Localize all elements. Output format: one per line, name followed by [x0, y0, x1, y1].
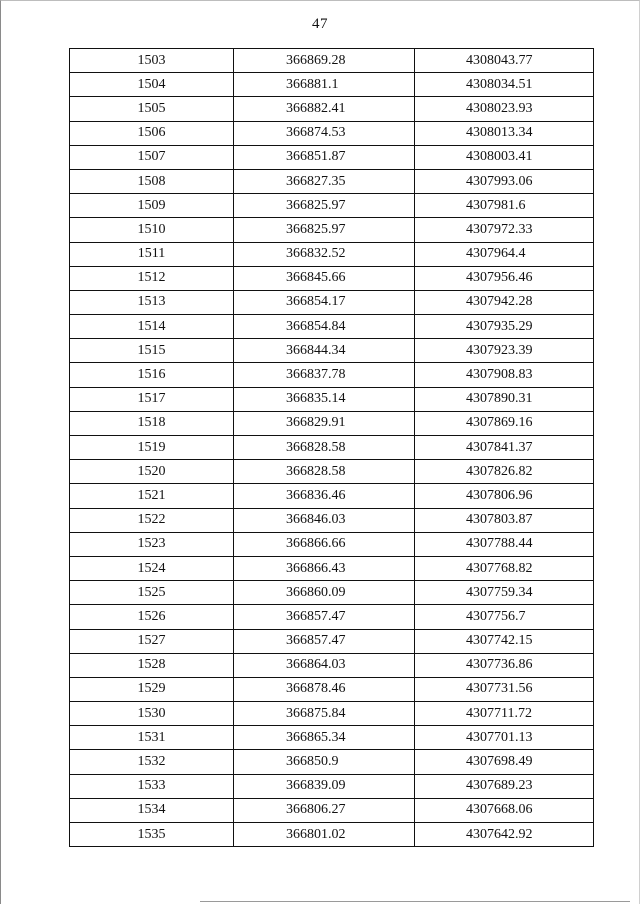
x-coordinate-cell: 366839.09 [234, 774, 415, 798]
point-number-cell: 1517 [70, 387, 234, 411]
y-coordinate-cell: 4307689.23 [415, 774, 594, 798]
x-coordinate-cell: 366832.52 [234, 242, 415, 266]
x-coordinate-cell: 366806.27 [234, 798, 415, 822]
y-coordinate-cell: 4307908.83 [415, 363, 594, 387]
y-coordinate-cell: 4307698.49 [415, 750, 594, 774]
x-coordinate-cell: 366854.17 [234, 290, 415, 314]
table-row [70, 49, 594, 73]
point-number-cell: 1529 [70, 677, 234, 701]
y-coordinate-cell: 4307756.7 [415, 605, 594, 629]
y-coordinate-cell: 4308034.51 [415, 73, 594, 97]
x-coordinate-cell: 366854.84 [234, 315, 415, 339]
point-number-cell: 1527 [70, 629, 234, 653]
page-bottom-edge [200, 901, 630, 902]
point-number-cell: 1513 [70, 290, 234, 314]
table-row [70, 653, 594, 677]
table-row [70, 266, 594, 290]
x-coordinate-cell: 366878.46 [234, 677, 415, 701]
x-coordinate-cell: 366857.47 [234, 605, 415, 629]
table-row [70, 411, 594, 435]
y-coordinate-cell: 4307803.87 [415, 508, 594, 532]
x-coordinate-cell: 366827.35 [234, 169, 415, 193]
table-row [70, 194, 594, 218]
table-row [70, 460, 594, 484]
point-number-cell: 1530 [70, 702, 234, 726]
y-coordinate-cell: 4308043.77 [415, 49, 594, 73]
x-coordinate-cell: 366882.41 [234, 97, 415, 121]
y-coordinate-cell: 4307701.13 [415, 726, 594, 750]
point-number-cell: 1511 [70, 242, 234, 266]
y-coordinate-cell: 4307890.31 [415, 387, 594, 411]
y-coordinate-cell: 4308003.41 [415, 145, 594, 169]
point-number-cell: 1523 [70, 532, 234, 556]
point-number-cell: 1535 [70, 823, 234, 847]
table-row [70, 774, 594, 798]
x-coordinate-cell: 366835.14 [234, 387, 415, 411]
point-number-cell: 1522 [70, 508, 234, 532]
table-row [70, 750, 594, 774]
point-number-cell: 1531 [70, 726, 234, 750]
table-row [70, 73, 594, 97]
point-number-cell: 1515 [70, 339, 234, 363]
y-coordinate-cell: 4307964.4 [415, 242, 594, 266]
page-number: 47 [312, 16, 328, 32]
table-row [70, 798, 594, 822]
x-coordinate-cell: 366837.78 [234, 363, 415, 387]
x-coordinate-cell: 366825.97 [234, 218, 415, 242]
x-coordinate-cell: 366865.34 [234, 726, 415, 750]
y-coordinate-cell: 4307993.06 [415, 169, 594, 193]
y-coordinate-cell: 4307736.86 [415, 653, 594, 677]
point-number-cell: 1514 [70, 315, 234, 339]
point-number-cell: 1509 [70, 194, 234, 218]
table-row [70, 605, 594, 629]
y-coordinate-cell: 4308023.93 [415, 97, 594, 121]
point-number-cell: 1525 [70, 581, 234, 605]
point-number-cell: 1532 [70, 750, 234, 774]
point-number-cell: 1521 [70, 484, 234, 508]
table-row [70, 436, 594, 460]
y-coordinate-cell: 4307981.6 [415, 194, 594, 218]
point-number-cell: 1516 [70, 363, 234, 387]
y-coordinate-cell: 4307826.82 [415, 460, 594, 484]
table-row [70, 823, 594, 847]
y-coordinate-cell: 4307642.92 [415, 823, 594, 847]
coordinates-table [69, 48, 594, 847]
table-row [70, 677, 594, 701]
y-coordinate-cell: 4307942.28 [415, 290, 594, 314]
table-row [70, 726, 594, 750]
x-coordinate-cell: 366829.91 [234, 411, 415, 435]
y-coordinate-cell: 4307788.44 [415, 532, 594, 556]
point-number-cell: 1524 [70, 556, 234, 580]
table-row [70, 387, 594, 411]
point-number-cell: 1528 [70, 653, 234, 677]
x-coordinate-cell: 366869.28 [234, 49, 415, 73]
point-number-cell: 1518 [70, 411, 234, 435]
table-row [70, 508, 594, 532]
table-row [70, 363, 594, 387]
y-coordinate-cell: 4307956.46 [415, 266, 594, 290]
point-number-cell: 1520 [70, 460, 234, 484]
x-coordinate-cell: 366860.09 [234, 581, 415, 605]
y-coordinate-cell: 4307972.33 [415, 218, 594, 242]
y-coordinate-cell: 4307841.37 [415, 436, 594, 460]
x-coordinate-cell: 366851.87 [234, 145, 415, 169]
x-coordinate-cell: 366857.47 [234, 629, 415, 653]
x-coordinate-cell: 366801.02 [234, 823, 415, 847]
table-row [70, 315, 594, 339]
table-row [70, 169, 594, 193]
table-row [70, 97, 594, 121]
table-row [70, 218, 594, 242]
point-number-cell: 1512 [70, 266, 234, 290]
point-number-cell: 1505 [70, 97, 234, 121]
x-coordinate-cell: 366845.66 [234, 266, 415, 290]
point-number-cell: 1504 [70, 73, 234, 97]
table-row [70, 242, 594, 266]
y-coordinate-cell: 4307759.34 [415, 581, 594, 605]
y-coordinate-cell: 4307869.16 [415, 411, 594, 435]
x-coordinate-cell: 366864.03 [234, 653, 415, 677]
y-coordinate-cell: 4307711.72 [415, 702, 594, 726]
table-row [70, 581, 594, 605]
table-row [70, 702, 594, 726]
point-number-cell: 1534 [70, 798, 234, 822]
y-coordinate-cell: 4307806.96 [415, 484, 594, 508]
table-row [70, 290, 594, 314]
y-coordinate-cell: 4307935.29 [415, 315, 594, 339]
point-number-cell: 1533 [70, 774, 234, 798]
table-row [70, 339, 594, 363]
x-coordinate-cell: 366836.46 [234, 484, 415, 508]
x-coordinate-cell: 366875.84 [234, 702, 415, 726]
point-number-cell: 1519 [70, 436, 234, 460]
x-coordinate-cell: 366846.03 [234, 508, 415, 532]
x-coordinate-cell: 366866.43 [234, 556, 415, 580]
point-number-cell: 1508 [70, 169, 234, 193]
x-coordinate-cell: 366874.53 [234, 121, 415, 145]
point-number-cell: 1526 [70, 605, 234, 629]
point-number-cell: 1507 [70, 145, 234, 169]
y-coordinate-cell: 4307668.06 [415, 798, 594, 822]
table-row [70, 121, 594, 145]
coordinates-table-body [70, 49, 594, 847]
x-coordinate-cell: 366825.97 [234, 194, 415, 218]
y-coordinate-cell: 4308013.34 [415, 121, 594, 145]
x-coordinate-cell: 366828.58 [234, 436, 415, 460]
y-coordinate-cell: 4307923.39 [415, 339, 594, 363]
y-coordinate-cell: 4307742.15 [415, 629, 594, 653]
point-number-cell: 1510 [70, 218, 234, 242]
table-row [70, 629, 594, 653]
table-row [70, 484, 594, 508]
table-row [70, 532, 594, 556]
x-coordinate-cell: 366828.58 [234, 460, 415, 484]
y-coordinate-cell: 4307768.82 [415, 556, 594, 580]
x-coordinate-cell: 366881.1 [234, 73, 415, 97]
x-coordinate-cell: 366844.34 [234, 339, 415, 363]
table-row [70, 556, 594, 580]
x-coordinate-cell: 366866.66 [234, 532, 415, 556]
point-number-cell: 1506 [70, 121, 234, 145]
table-row [70, 145, 594, 169]
point-number-cell: 1503 [70, 49, 234, 73]
x-coordinate-cell: 366850.9 [234, 750, 415, 774]
y-coordinate-cell: 4307731.56 [415, 677, 594, 701]
